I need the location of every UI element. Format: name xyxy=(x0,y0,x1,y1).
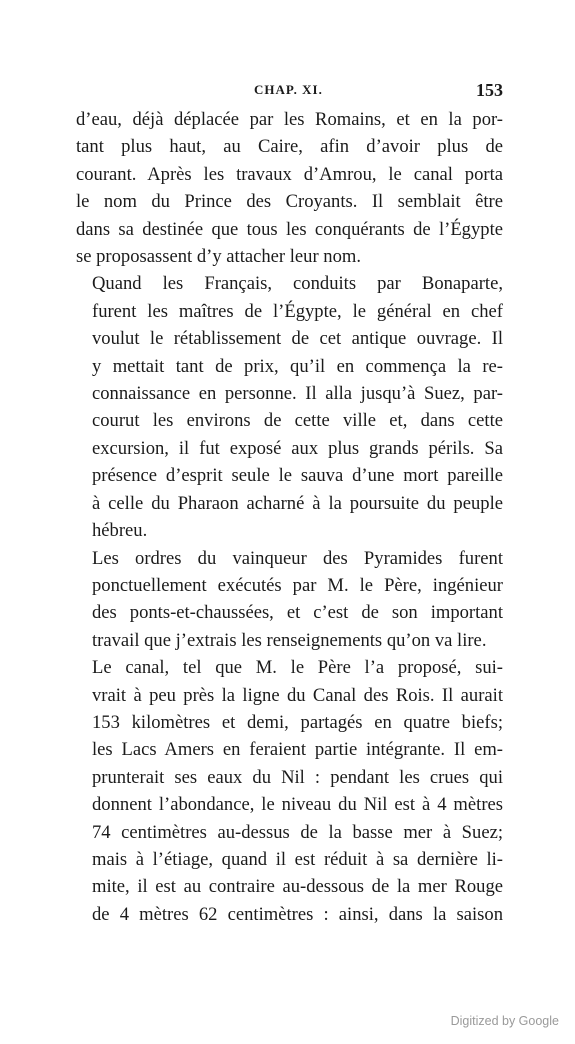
text-line: Quand les Français, conduits par Bonaparte, xyxy=(92,273,503,295)
text-line: présence d’esprit seule le sauva d’une mort pareille xyxy=(92,465,503,487)
text-line: vrait à peu près la ligne du Canal des Rois. Il aurait xyxy=(92,684,503,706)
text-line: les Lacs Amers en feraient partie intégrante. Il em- xyxy=(92,739,503,761)
paragraph-3 xyxy=(76,545,503,655)
running-head: CHAP. XI. xyxy=(254,82,323,97)
paragraph-4 xyxy=(76,654,503,928)
text-line: 153 kilomètres et demi, partagés en quatre biefs; xyxy=(92,711,503,733)
body-text xyxy=(76,106,503,928)
text-line: connaissance en personne. Il alla jusqu’à Suez, par- xyxy=(92,383,503,405)
text-line: voulut le rétablissement de cet antique ouvrage. Il xyxy=(92,328,503,350)
text-line: le nom du Prince des Croyants. Il semblait être xyxy=(76,191,503,213)
text-line: des ponts-et-chaussées, et c’est de son important xyxy=(92,602,503,624)
text-line: prunterait ses eaux du Nil : pendant les crues qui xyxy=(92,766,503,788)
text-line: Les ordres du vainqueur des Pyramides furent xyxy=(92,547,503,569)
text-line: donnent l’abondance, le niveau du Nil est à 4 mètres xyxy=(92,794,503,816)
text-line: travail que j’extrais les renseignements qu’on va lire. xyxy=(92,629,487,651)
text-line: furent les maîtres de l’Égypte, le général en chef xyxy=(92,300,503,322)
text-line: hébreu. xyxy=(92,520,148,542)
text-line: courant. Après les travaux d’Amrou, le canal porta xyxy=(76,163,503,185)
text-line: y mettait tant de prix, qu’il en commença la re- xyxy=(92,355,503,377)
text-line: mite, il est au contraire au-dessous de la mer Rouge xyxy=(92,876,503,898)
text-line: 74 centimètres au-dessus de la basse mer à Suez; xyxy=(92,821,503,843)
text-line: dans sa destinée que tous les conquérants de l’Égypte xyxy=(76,218,503,240)
text-line: tant plus haut, au Caire, afin d’avoir plus de xyxy=(76,136,503,158)
paragraph-2 xyxy=(76,270,503,544)
page-header xyxy=(76,82,503,104)
text-line: mais à l’étiage, quand il est réduit à sa dernière li- xyxy=(92,848,503,870)
text-line: d’eau, déjà déplacée par les Romains, et en la por- xyxy=(76,109,503,130)
text-line: de 4 mètres 62 centimètres : ainsi, dans la saison xyxy=(92,903,503,925)
page-number: 153 xyxy=(476,80,503,100)
text-line: Le canal, tel que M. le Père l’a proposé, sui- xyxy=(92,657,503,679)
text-line: ponctuellement exécutés par M. le Père, ingénieur xyxy=(92,574,503,596)
digitized-watermark: Digitized by Google xyxy=(450,1014,559,1028)
text-line: courut les environs de cette ville et, dans cette xyxy=(92,410,503,432)
text-line: excursion, il fut exposé aux plus grands périls. Sa xyxy=(92,437,503,459)
text-line: se proposassent d’y attacher leur nom. xyxy=(76,246,362,268)
text-line: à celle du Pharaon acharné à la poursuite du peuple xyxy=(92,492,503,514)
paragraph-1 xyxy=(76,106,503,270)
